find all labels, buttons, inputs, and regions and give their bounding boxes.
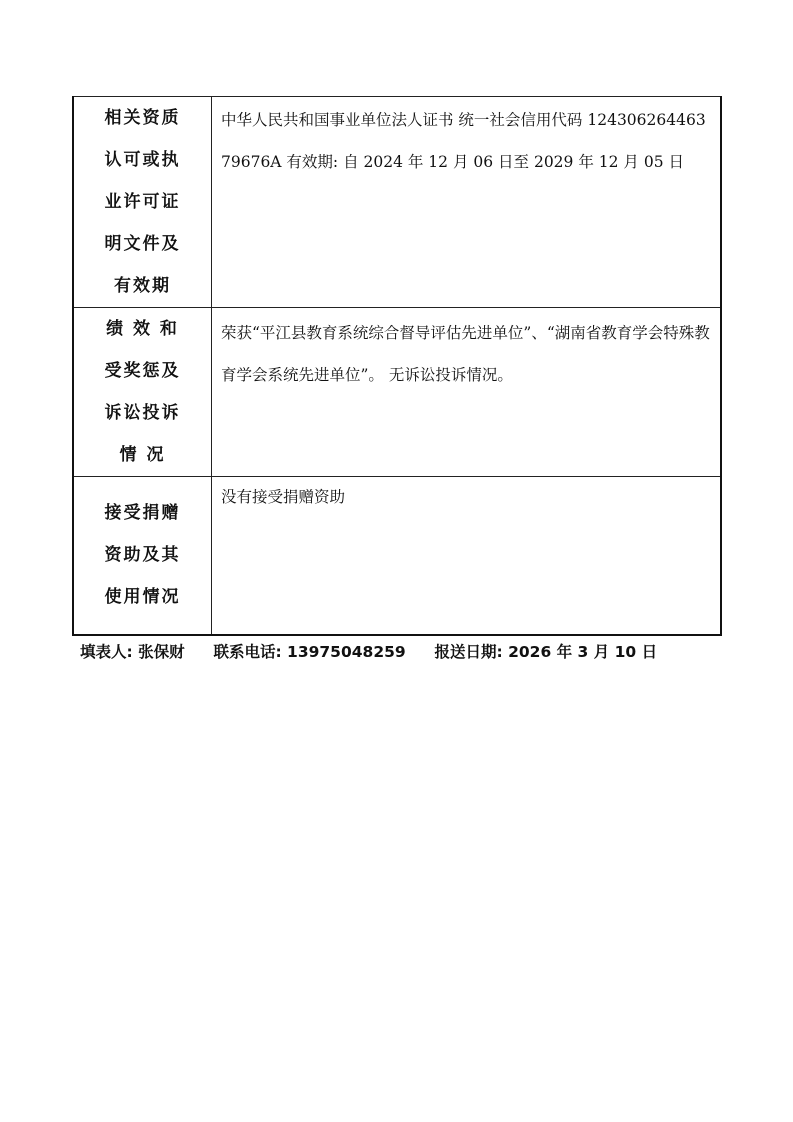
donation-content: 没有接受捐赠资助	[212, 477, 722, 635]
performance-content: 荣获“平江县教育系统综合督导评估先进单位”、“湖南省教育学会特殊教育学会系统先进单位”。 无诉讼投诉情况。	[212, 308, 722, 477]
info-table	[72, 96, 722, 636]
phone-number: 13975048259	[287, 643, 406, 661]
donation-label	[73, 477, 212, 635]
label-line: 相关资质	[104, 108, 181, 128]
label-line: 认可或执	[104, 150, 181, 170]
label-line: 有效期	[114, 276, 171, 296]
label-line: 明文件及	[104, 234, 181, 254]
label-line: 使用情况	[104, 587, 181, 608]
table-row-qualification	[73, 97, 721, 308]
label-line: 资助及其	[104, 545, 181, 566]
table-row-performance	[73, 308, 721, 477]
label-line: 情 况	[119, 445, 166, 465]
filler-label: 填表人:	[80, 643, 133, 661]
form-footer	[80, 640, 657, 662]
label-line: 接受捐赠	[104, 503, 181, 524]
qualification-label	[73, 97, 212, 308]
filler-name: 张保财	[138, 643, 185, 661]
label-line: 绩 效 和	[106, 319, 179, 339]
label-line: 诉讼投诉	[104, 403, 181, 423]
report-date: 2026 年 3 月 10 日	[508, 643, 658, 661]
qualification-content: 中华人民共和国事业单位法人证书 统一社会信用代码 12430626446379676A 有效期: 自 2024 年 12 月 06 日至 2029 年 12 月 05 日	[212, 97, 722, 308]
phone-label: 联系电话:	[213, 643, 282, 661]
date-label: 报送日期:	[434, 643, 503, 661]
table-row-donation	[73, 477, 721, 635]
performance-label	[73, 308, 212, 477]
label-line: 业许可证	[104, 192, 181, 212]
label-line: 受奖惩及	[104, 361, 181, 381]
